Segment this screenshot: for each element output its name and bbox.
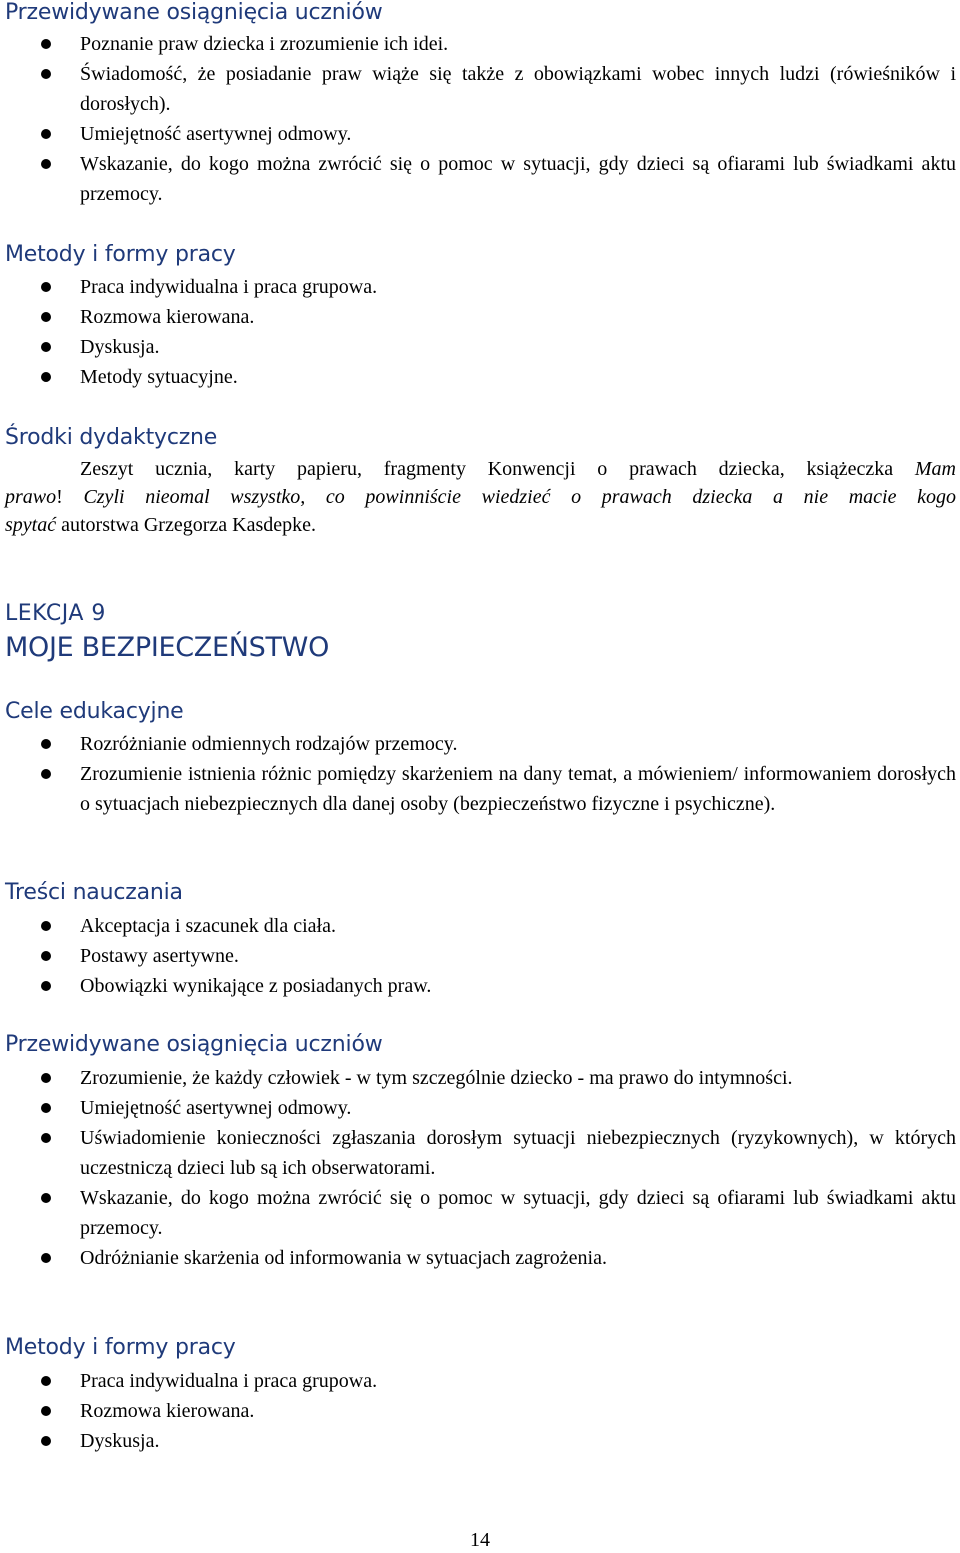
bullet-icon <box>41 1436 51 1446</box>
bullet-icon <box>41 1133 51 1143</box>
list-item: Umiejętność asertywnej odmowy. <box>0 1093 960 1123</box>
list-item: Wskazanie, do kogo można zwrócić się o pomoc w sytuacji, gdy dzieci są ofiarami lub świadkami aktu przemocy. <box>0 1183 960 1243</box>
bullet-icon <box>41 39 51 49</box>
bullet-icon <box>41 1376 51 1386</box>
list-item: Zrozumienie, że każdy człowiek - w tym szczególnie dziecko - ma prawo do intymności. <box>0 1063 960 1093</box>
section-heading-methods: Metody i formy pracy <box>5 242 236 267</box>
bullet-icon <box>41 129 51 139</box>
section-heading-achievements: Przewidywane osiągnięcia uczniów <box>5 0 383 25</box>
bullet-icon <box>41 69 51 79</box>
list-item: Zrozumienie istnienia różnic pomiędzy skarżeniem na dany temat, a mówieniem/ informowaniem dorosłych o sytuacjach niebezpiecznych dla danej osoby (bezpieczeństwo fizyczne i psychiczne). <box>0 759 960 819</box>
goals-list <box>0 729 960 819</box>
section-heading-methods: Metody i formy pracy <box>5 1335 236 1360</box>
bullet-icon <box>41 951 51 961</box>
bullet-icon <box>41 159 51 169</box>
list-item: Postawy asertywne. <box>0 941 960 971</box>
bullet-icon <box>41 1193 51 1203</box>
list-item: Rozróżnianie odmiennych rodzajów przemocy. <box>0 729 960 759</box>
list-item: Praca indywidualna i praca grupowa. <box>0 1366 960 1396</box>
bullet-icon <box>41 312 51 322</box>
section-heading-content: Treści nauczania <box>5 880 183 905</box>
content-list <box>0 911 960 1001</box>
page-number: 14 <box>470 1529 490 1551</box>
achievements-list <box>0 1063 960 1273</box>
list-item: Akceptacja i szacunek dla ciała. <box>0 911 960 941</box>
materials-paragraph: Zeszyt ucznia, karty papieru, fragmenty Konwencji o prawach dziecka, książeczka Mam prawo! Czyli nieomal wszystko, co powinniście wiedzieć o prawach dziecka a nie macie kogo spytać autorstwa Grzegorza Kasdepke. <box>5 458 956 536</box>
bullet-icon <box>41 739 51 749</box>
achievements-list <box>0 29 960 209</box>
bullet-icon <box>41 282 51 292</box>
list-item: Rozmowa kierowana. <box>0 302 960 332</box>
methods-list <box>0 272 960 392</box>
section-heading-materials: Środki dydaktyczne <box>5 425 218 450</box>
list-item: Metody sytuacyjne. <box>0 362 960 392</box>
bullet-icon <box>41 921 51 931</box>
bullet-icon <box>41 769 51 779</box>
section-heading-goals: Cele edukacyjne <box>5 699 184 724</box>
list-item: Obowiązki wynikające z posiadanych praw. <box>0 971 960 1001</box>
bullet-icon <box>41 1103 51 1113</box>
bullet-icon <box>41 342 51 352</box>
bullet-icon <box>41 372 51 382</box>
bullet-icon <box>41 981 51 991</box>
lesson-title: MOJE BEZPIECZEŃSTWO <box>5 632 330 663</box>
list-item: Umiejętność asertywnej odmowy. <box>0 119 960 149</box>
list-item: Wskazanie, do kogo można zwrócić się o pomoc w sytuacji, gdy dzieci są ofiarami lub świadkami aktu przemocy. <box>0 149 960 209</box>
list-item: Dyskusja. <box>0 1426 960 1456</box>
list-item: Odróżnianie skarżenia od informowania w sytuacjach zagrożenia. <box>0 1243 960 1273</box>
methods-list <box>0 1366 960 1456</box>
bullet-icon <box>41 1073 51 1083</box>
section-heading-achievements: Przewidywane osiągnięcia uczniów <box>5 1032 383 1057</box>
list-item: Uświadomienie konieczności zgłaszania dorosłym sytuacji niebezpiecznych (ryzykownych), w których uczestniczą dzieci lub są ich obserwatorami. <box>0 1123 960 1183</box>
list-item: Dyskusja. <box>0 332 960 362</box>
bullet-icon <box>41 1406 51 1416</box>
list-item: Praca indywidualna i praca grupowa. <box>0 272 960 302</box>
list-item: Poznanie praw dziecka i zrozumienie ich idei. <box>0 29 960 59</box>
list-item: Świadomość, że posiadanie praw wiąże się także z obowiązkami wobec innych ludzi (rówieśników i dorosłych). <box>0 59 960 119</box>
bullet-icon <box>41 1253 51 1263</box>
lesson-number: LEKCJA 9 <box>5 601 106 626</box>
list-item: Rozmowa kierowana. <box>0 1396 960 1426</box>
